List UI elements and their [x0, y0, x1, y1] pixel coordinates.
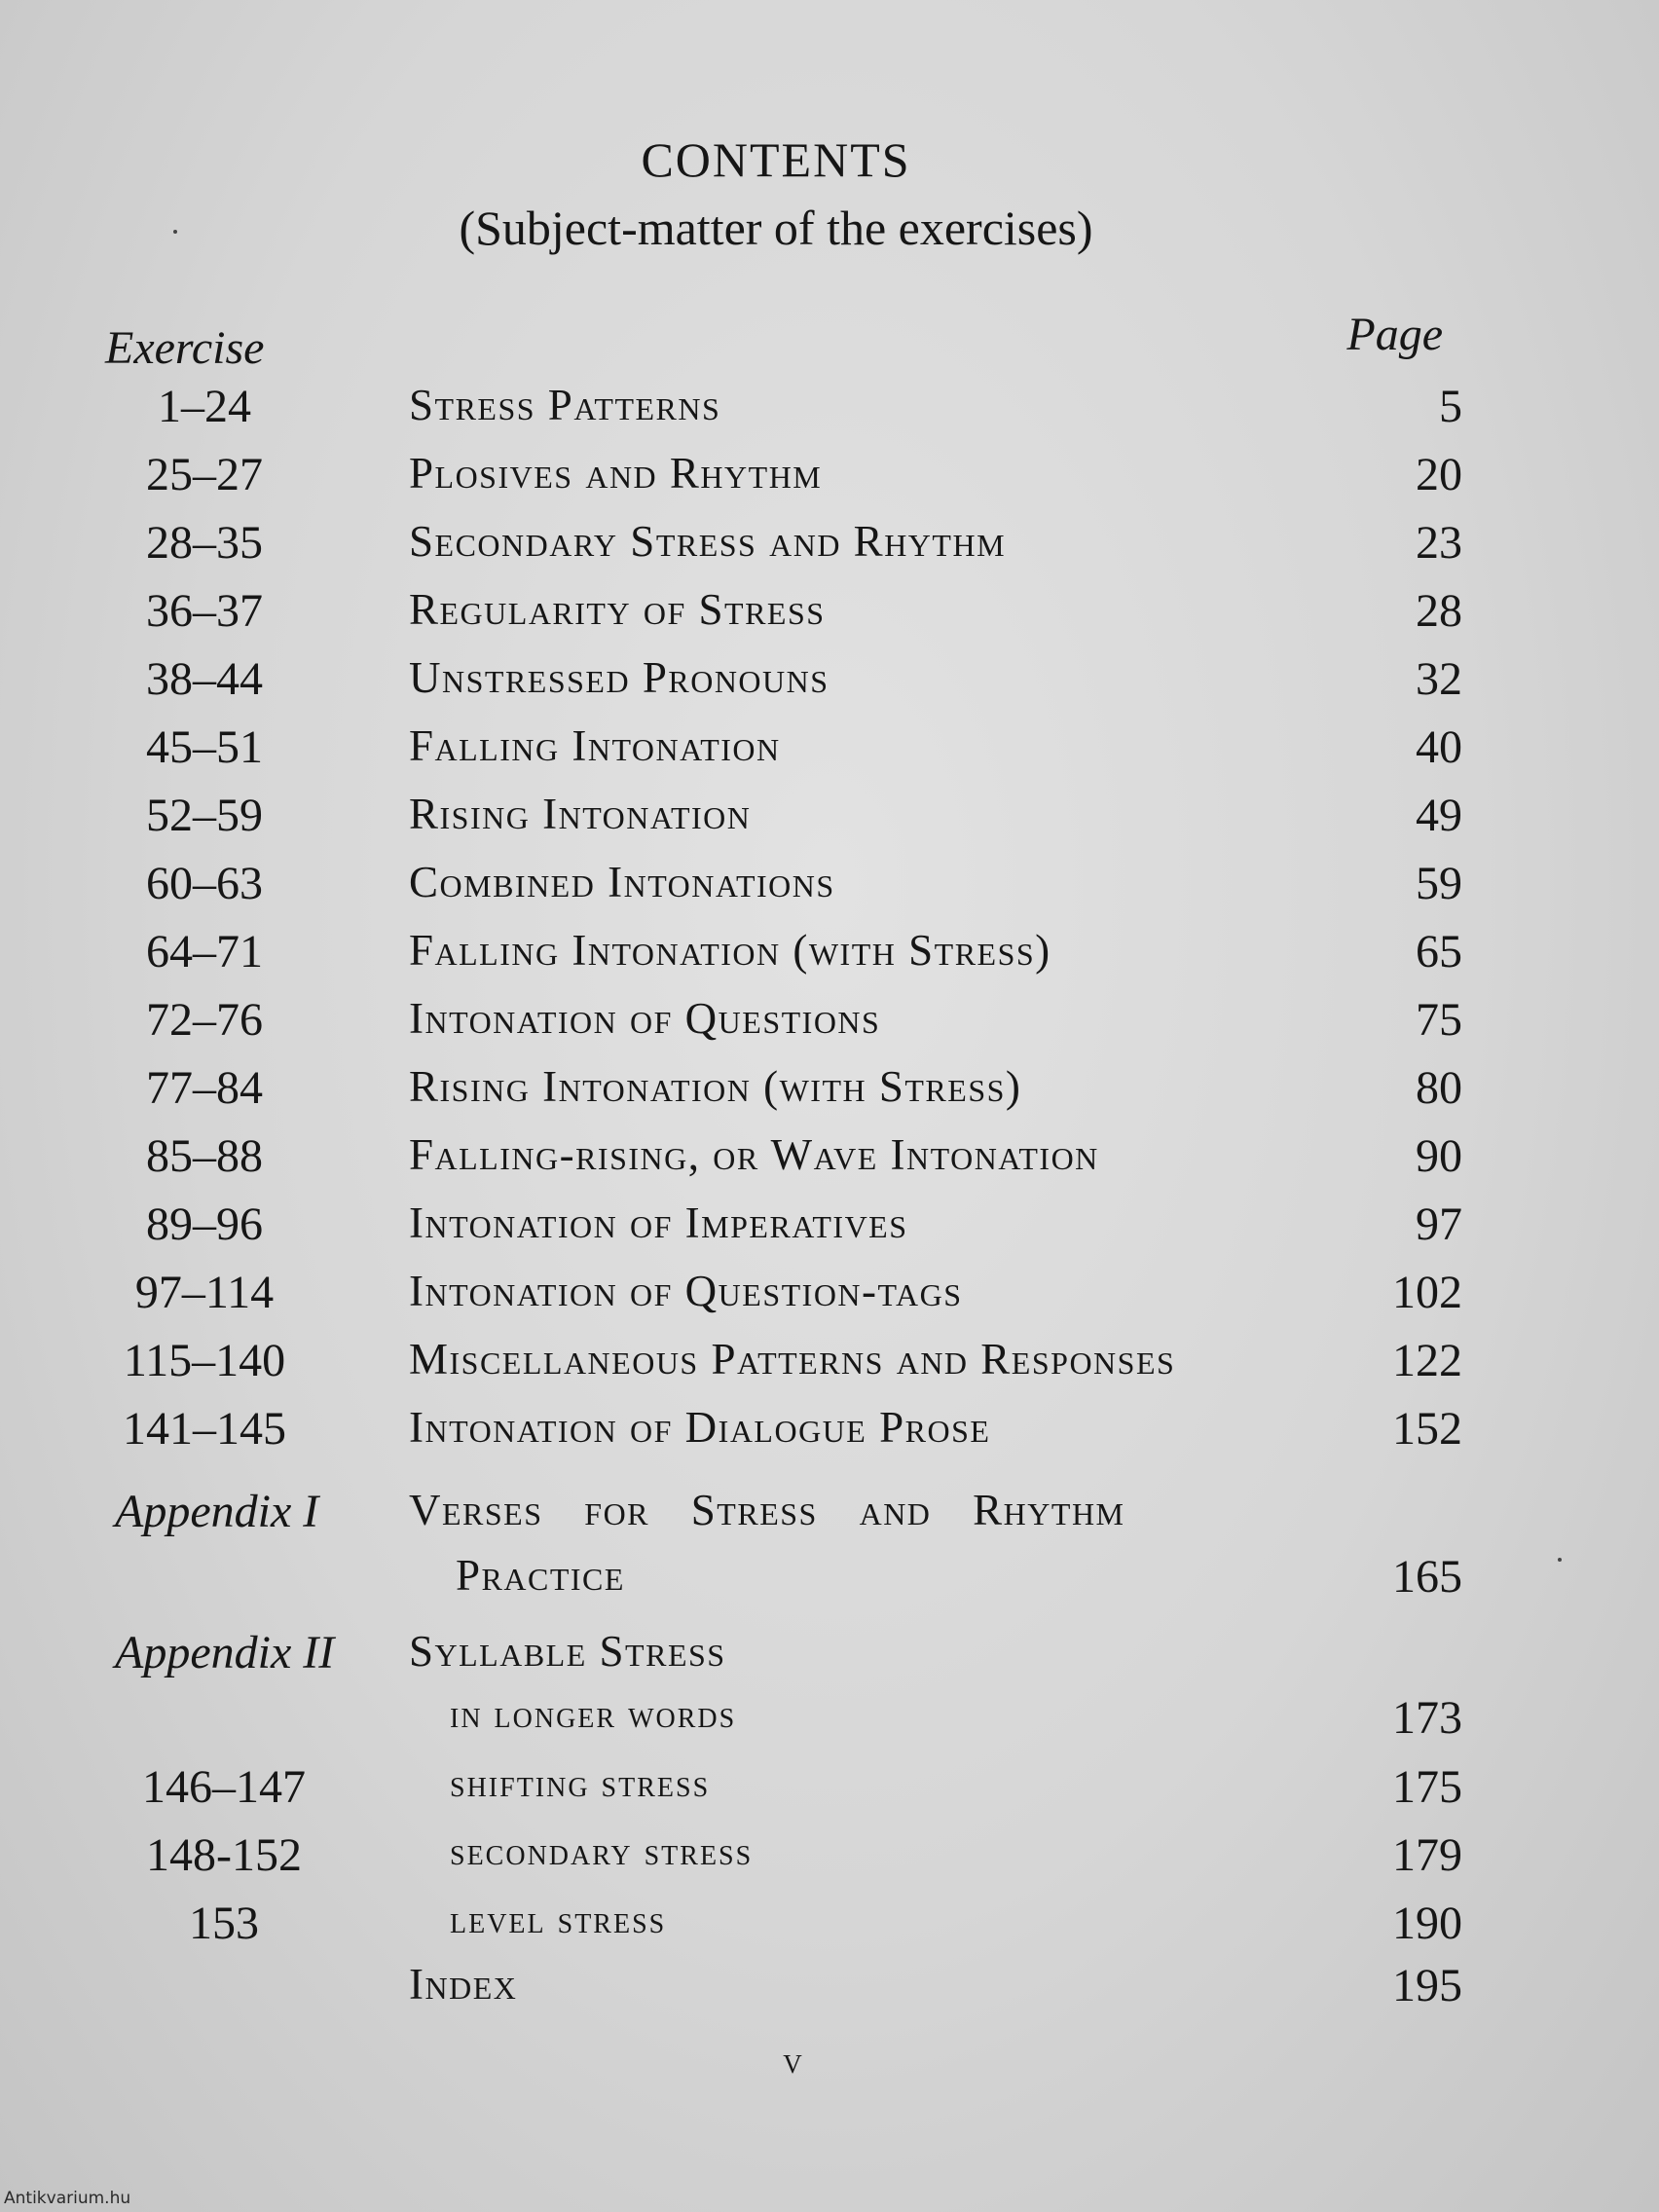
subject-title: Unstressed Pronouns — [409, 653, 830, 702]
exercise-range: 60–63 — [146, 858, 263, 909]
appendix-2-subrow — [0, 1897, 1659, 1955]
contents-row — [0, 448, 1659, 506]
subject-title: Secondary Stress and Rhythm — [409, 517, 1007, 566]
paper-speck — [173, 230, 177, 234]
page-number: 49 — [1416, 790, 1462, 841]
page-number: 152 — [1392, 1403, 1462, 1455]
page-column-header: Page — [1346, 309, 1443, 360]
page-number: 179 — [1392, 1829, 1462, 1881]
appendix-label: Appendix I — [115, 1486, 319, 1537]
contents-row — [0, 720, 1659, 779]
appendix-1-title: Verses for Stress and Rhythm — [409, 1486, 1125, 1534]
subject-title: Falling Intonation (with Stress) — [409, 926, 1051, 975]
page-number: 97 — [1416, 1198, 1462, 1250]
page-subtitle: (Subject-matter of the exercises) — [459, 201, 1093, 255]
page-number: 28 — [1416, 585, 1462, 637]
exercise-range: 141–145 — [123, 1403, 286, 1455]
page-number: 40 — [1416, 721, 1462, 773]
page-number: 90 — [1416, 1130, 1462, 1182]
contents-row — [0, 1402, 1659, 1460]
exercise-range: 115–140 — [123, 1335, 286, 1386]
exercise-range: 36–37 — [146, 585, 263, 637]
subject-title: Miscellaneous Patterns and Responses — [409, 1335, 1176, 1383]
page-number: 173 — [1392, 1692, 1462, 1744]
subject-title: Plosives and Rhythm — [409, 449, 823, 498]
exercise-range: 148-152 — [146, 1829, 302, 1881]
appendix-1-title-continued: Practice — [456, 1551, 625, 1600]
appendix-2-row — [0, 1626, 1659, 1684]
page-number: 65 — [1416, 926, 1462, 977]
contents-row — [0, 1334, 1659, 1392]
appendix-2-title: Syllable Stress — [409, 1627, 726, 1676]
contents-row — [0, 584, 1659, 643]
contents-row — [0, 857, 1659, 915]
page-number: 190 — [1392, 1898, 1462, 1949]
appendix-label: Appendix II — [115, 1627, 335, 1678]
subject-title: Rising Intonation — [409, 790, 752, 838]
appendix-2-subrow — [0, 1691, 1659, 1750]
exercise-range: 1–24 — [158, 381, 251, 432]
index-row — [0, 1959, 1659, 2017]
exercise-range: 64–71 — [146, 926, 263, 977]
contents-row — [0, 993, 1659, 1051]
subject-title: Falling-rising, or Wave Intonation — [409, 1130, 1099, 1179]
page-number: 32 — [1416, 653, 1462, 705]
contents-row — [0, 380, 1659, 438]
paper-speck — [1558, 1558, 1562, 1562]
exercise-range: 38–44 — [146, 653, 263, 705]
exercise-range: 77–84 — [146, 1062, 263, 1114]
contents-row — [0, 516, 1659, 574]
contents-row — [0, 789, 1659, 847]
exercise-range: 89–96 — [146, 1198, 263, 1250]
subject-title: Intonation of Question-tags — [409, 1267, 963, 1315]
subject-title: Intonation of Dialogue Prose — [409, 1403, 991, 1452]
appendix-2-subrow — [0, 1828, 1659, 1887]
subject-title: Regularity of Stress — [409, 585, 826, 634]
subject-title: Combined Intonations — [409, 858, 835, 906]
appendix-1-row — [0, 1485, 1659, 1543]
subject-subtitle: secondary stress — [450, 1829, 754, 1873]
exercise-range: 25–27 — [146, 449, 263, 500]
page-number: 80 — [1416, 1062, 1462, 1114]
page-number: 23 — [1416, 517, 1462, 569]
page-number: 20 — [1416, 449, 1462, 500]
subject-title: Intonation of Imperatives — [409, 1198, 908, 1247]
page-number: 102 — [1392, 1267, 1462, 1318]
exercise-range: 85–88 — [146, 1130, 263, 1182]
page-number: 195 — [1392, 1960, 1462, 2011]
exercise-range: 52–59 — [146, 790, 263, 841]
appendix-1-row-continued — [0, 1550, 1659, 1608]
subject-subtitle: level stress — [450, 1898, 667, 1941]
exercise-range: 45–51 — [146, 721, 263, 773]
exercise-range: 97–114 — [134, 1267, 275, 1318]
contents-row — [0, 652, 1659, 711]
exercise-range: 146–147 — [142, 1761, 306, 1813]
contents-row — [0, 925, 1659, 983]
page-number: 5 — [1439, 381, 1462, 432]
page-number: 122 — [1392, 1335, 1462, 1386]
index-label: Index — [409, 1960, 518, 2009]
page-folio: v — [783, 2041, 804, 2082]
page-number: 165 — [1392, 1551, 1462, 1603]
contents-row — [0, 1129, 1659, 1188]
exercise-column-header: Exercise — [105, 322, 265, 374]
page-number: 59 — [1416, 858, 1462, 909]
page-number: 75 — [1416, 994, 1462, 1046]
contents-row — [0, 1266, 1659, 1324]
subject-title: Intonation of Questions — [409, 994, 881, 1043]
exercise-range: 28–35 — [146, 517, 263, 569]
contents-row — [0, 1061, 1659, 1120]
subject-title: Rising Intonation (with Stress) — [409, 1062, 1022, 1111]
subject-subtitle: in longer words — [450, 1692, 737, 1736]
page-number: 175 — [1392, 1761, 1462, 1813]
contents-row — [0, 1198, 1659, 1256]
watermark: Antikvarium.hu — [4, 2189, 131, 2208]
subject-title: Falling Intonation — [409, 721, 781, 770]
appendix-2-subrow — [0, 1760, 1659, 1819]
subject-title: Stress Patterns — [409, 381, 721, 429]
exercise-range: 72–76 — [146, 994, 263, 1046]
subject-subtitle: shifting stress — [450, 1761, 711, 1805]
page-title: CONTENTS — [641, 132, 911, 187]
exercise-range: 153 — [189, 1898, 259, 1949]
